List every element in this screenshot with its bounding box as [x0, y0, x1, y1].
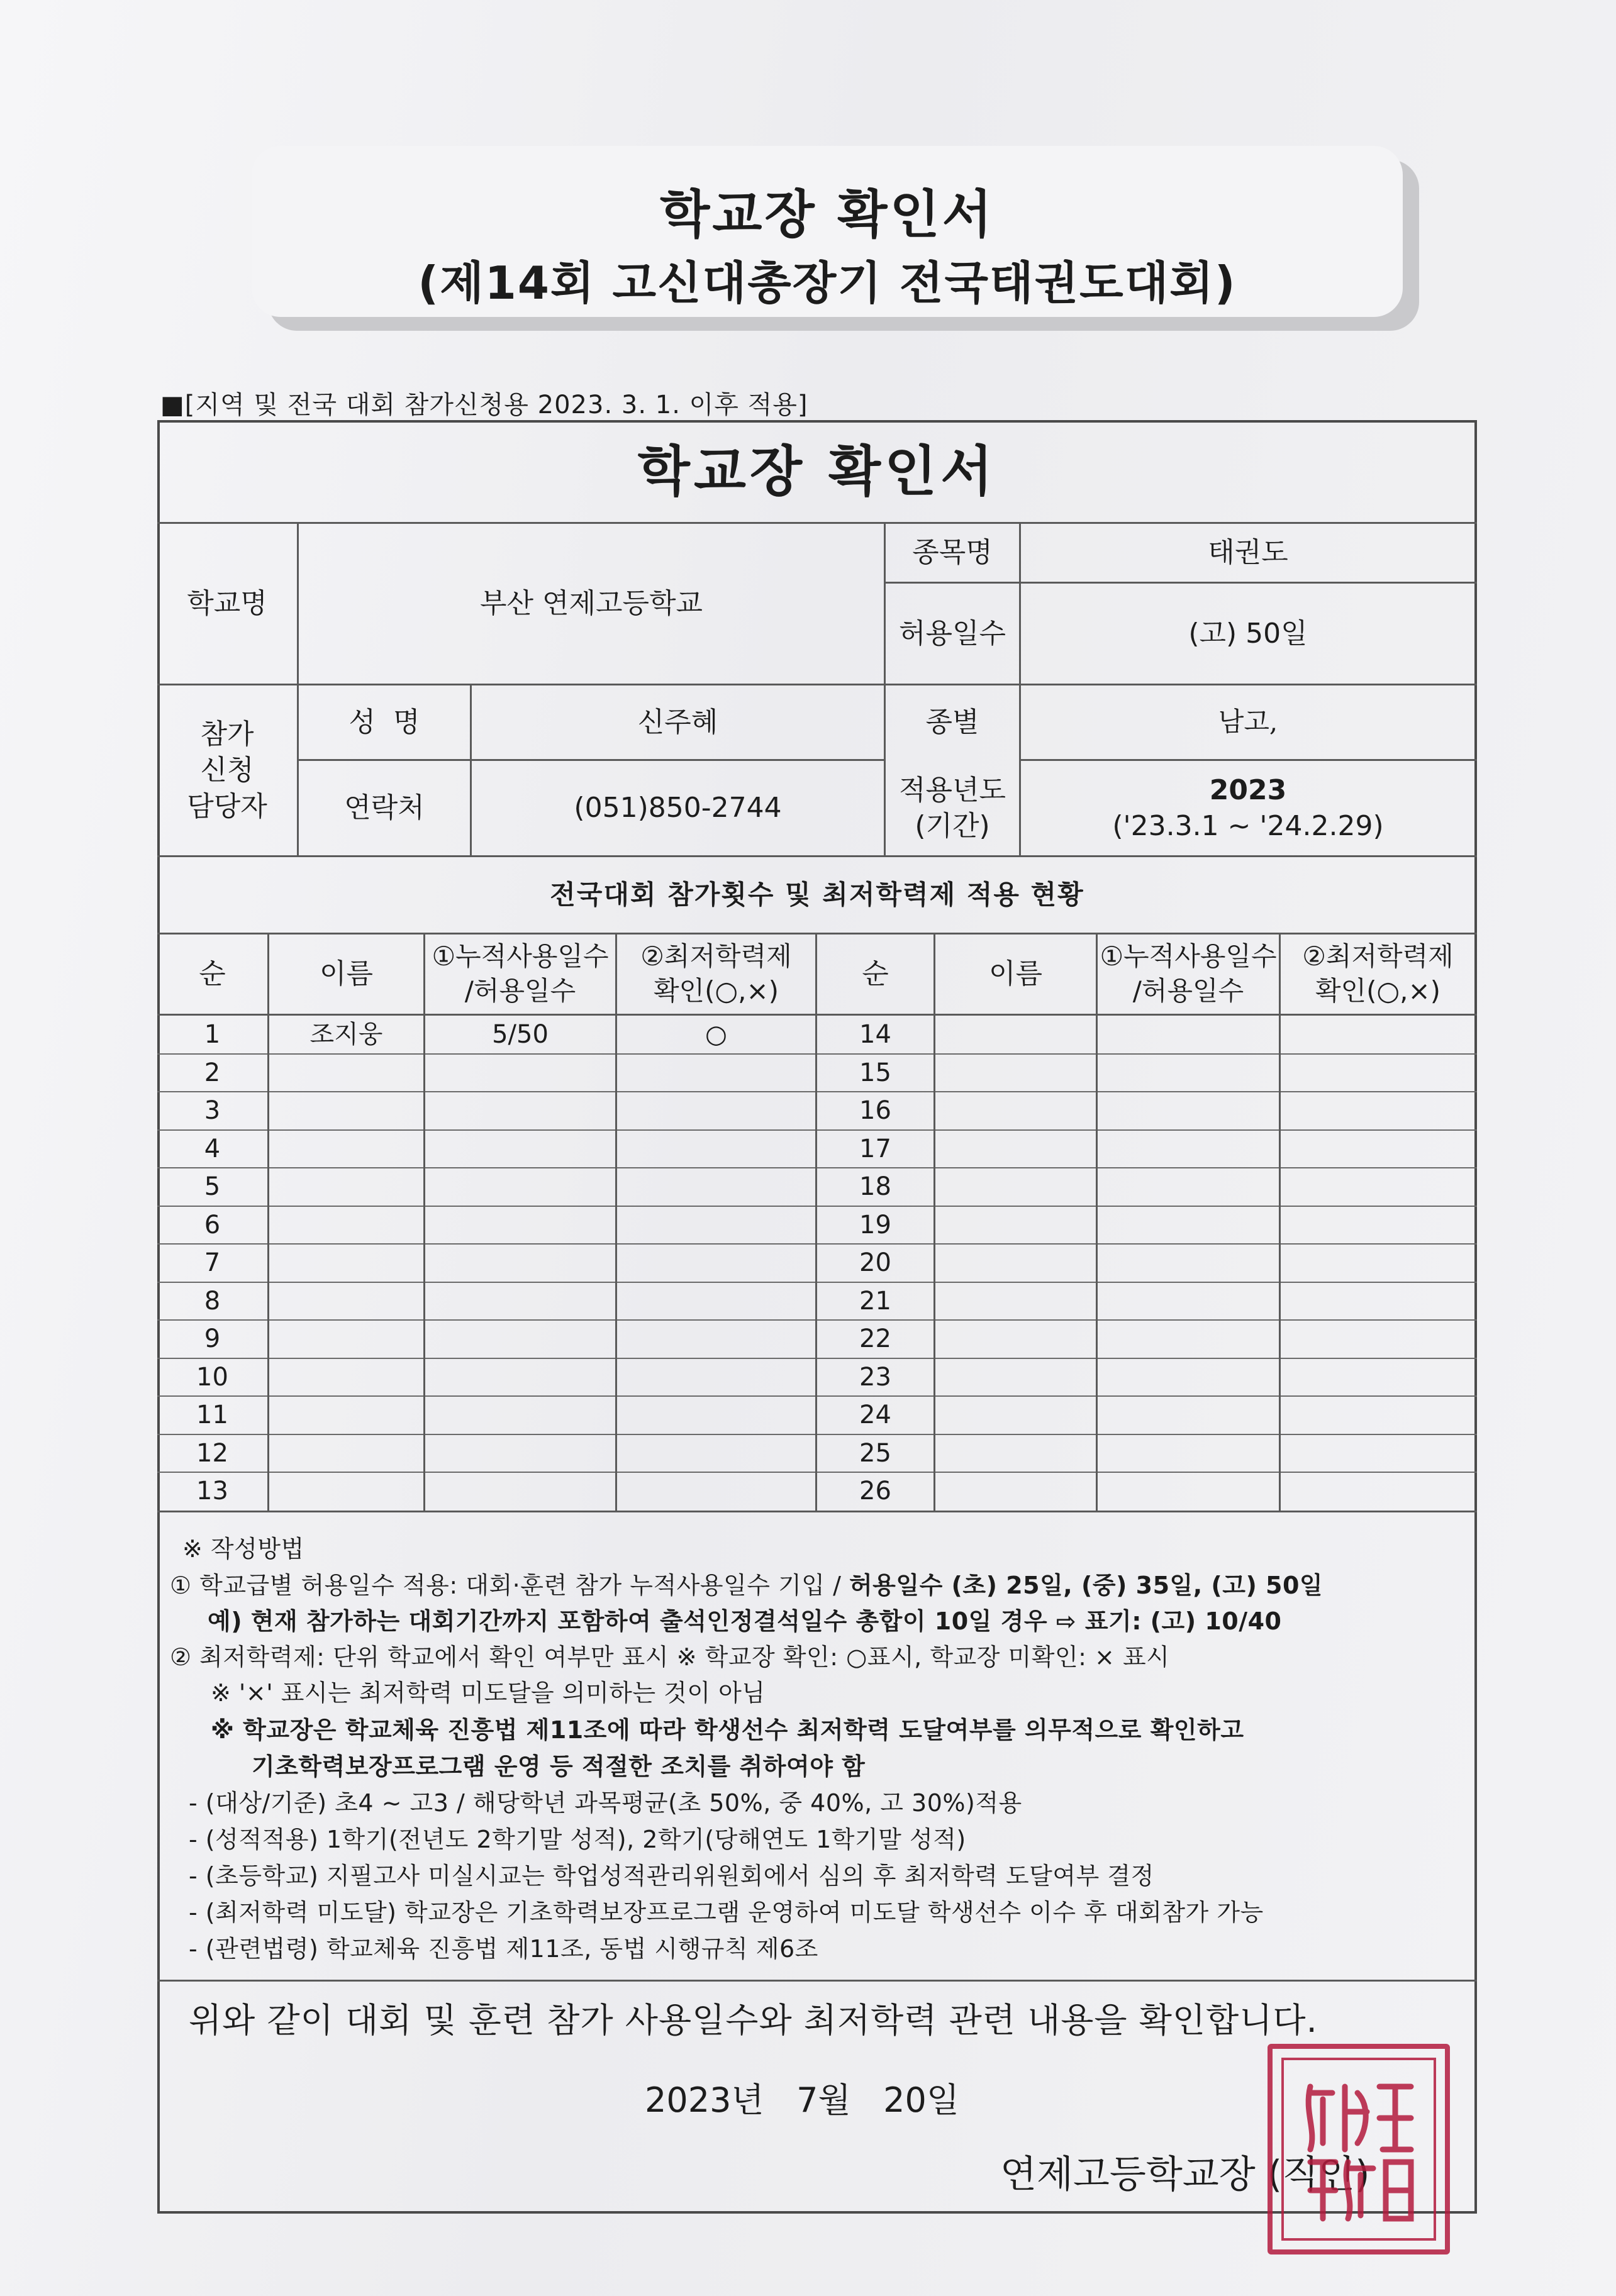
- left-row-days: [425, 1168, 615, 1206]
- confirmation-statement: 위와 같이 대회 및 훈련 참가 사용일수와 최저학력 관련 내용을 확인합니다.: [189, 2000, 1318, 2040]
- instructions-heading: ※ 작성방법: [182, 1535, 304, 1563]
- header-name-left: 이름: [319, 958, 373, 990]
- right-row-check: [1281, 1168, 1475, 1206]
- right-row-name: [935, 1054, 1096, 1092]
- category-label: 종별: [925, 706, 979, 738]
- instruction-5: ※ 학교장은 학교체육 진흥법 제11조에 따라 학생선수 최저학력 도달여부를 의무적으로 확인하고: [211, 1716, 1244, 1744]
- left-row-no: 12: [196, 1438, 228, 1468]
- year-label: 적용년도 (기간): [898, 774, 1006, 842]
- left-row-days: [425, 1472, 615, 1511]
- left-row-name: [269, 1092, 423, 1130]
- header-days-left: ①누적사용일수 /허용일수: [432, 941, 609, 1006]
- right-row-days: [1098, 1054, 1279, 1092]
- left-row-check: [617, 1206, 815, 1245]
- right-row-name: [935, 1206, 1096, 1245]
- official-seal-stamp: [1268, 2044, 1450, 2254]
- name-value: 신주혜: [637, 706, 718, 738]
- days-label: 허용일수: [898, 617, 1006, 650]
- left-row-days: [425, 1206, 615, 1245]
- left-row-check: [617, 1358, 815, 1397]
- left-row-days: [425, 1434, 615, 1473]
- right-row-days: [1098, 1434, 1279, 1473]
- left-row-days: [425, 1092, 615, 1130]
- right-row-no: 23: [859, 1362, 891, 1392]
- left-row-check: [617, 1054, 815, 1092]
- right-row-check: [1281, 1092, 1475, 1130]
- left-row-no: 5: [204, 1172, 221, 1202]
- header-check-left: ②최저학력제 확인(○,×): [640, 941, 792, 1006]
- right-row-no: 21: [859, 1286, 891, 1316]
- issue-date: 2023년 7월 20일: [645, 2080, 959, 2120]
- phone-label: 연락처: [344, 792, 425, 824]
- instruction-10: - (최저학력 미도달) 학교장은 기초학력보장프로그램 운영하여 미도달 학생선수 이수 후 대회참가 가능: [189, 1899, 1264, 1926]
- header-no-left: 순: [199, 958, 226, 990]
- right-row-no: 25: [859, 1438, 891, 1468]
- instruction-4: ※ '×' 표시는 최저학력 미도달을 의미하는 것이 아님: [211, 1679, 766, 1707]
- right-row-days: [1098, 1130, 1279, 1168]
- left-row-name: [269, 1054, 423, 1092]
- seal-glyphs: [1298, 2074, 1424, 2228]
- header-title: 학교장 확인서: [660, 185, 995, 245]
- right-row-name: [935, 1358, 1096, 1397]
- left-row-no: 2: [204, 1058, 221, 1087]
- instruction-1a: ① 학교급별 허용일수 적용: 대회·훈련 참가 누적사용일수 기입 /: [170, 1572, 849, 1599]
- year-period: ('23.3.1 ~ '24.2.29): [1112, 810, 1384, 842]
- right-row-days: [1098, 1396, 1279, 1434]
- right-row-name: [935, 1168, 1096, 1206]
- right-row-name: [935, 1016, 1096, 1054]
- instruction-8: - (성적적용) 1학기(전년도 2학기말 성적), 2학기(당해연도 1학기말 성적): [189, 1826, 966, 1853]
- right-row-name: [935, 1130, 1096, 1168]
- right-row-name: [935, 1396, 1096, 1434]
- year-value: 2023: [1209, 774, 1287, 806]
- left-row-no: 1: [204, 1020, 221, 1050]
- left-row-name: [269, 1396, 423, 1434]
- right-row-no: 18: [859, 1172, 891, 1202]
- principal-signature-line: 연제고등학교장 (직인): [1000, 2153, 1370, 2197]
- header-days-right: ①누적사용일수 /허용일수: [1100, 941, 1277, 1006]
- right-row-no: 15: [859, 1058, 891, 1087]
- left-row-no: 6: [204, 1210, 221, 1240]
- school-value: 부산 연제고등학교: [479, 587, 703, 620]
- right-row-name: [935, 1244, 1096, 1282]
- left-row-days: [425, 1244, 615, 1282]
- applicability-note: ■[지역 및 전국 대회 참가신청용 2023. 3. 1. 이후 적용]: [160, 391, 808, 419]
- left-row-no: 13: [196, 1477, 228, 1506]
- left-row-name: 조지웅: [309, 1020, 383, 1050]
- left-row-name: [269, 1282, 423, 1321]
- left-row-check: ○: [705, 1020, 727, 1050]
- left-row-check: [617, 1320, 815, 1358]
- applicant-group-label: 참가 신청 담당자: [187, 718, 267, 823]
- header-no-right: 순: [862, 958, 889, 990]
- left-row-no: 9: [204, 1324, 221, 1354]
- left-row-days: 5/50: [492, 1020, 549, 1050]
- left-row-check: [617, 1434, 815, 1473]
- left-row-days: [425, 1282, 615, 1321]
- right-row-check: [1281, 1434, 1475, 1473]
- left-row-name: [269, 1358, 423, 1397]
- header-subtitle: (제14회 고신대총장기 전국태권도대회): [418, 257, 1237, 309]
- right-row-check: [1281, 1054, 1475, 1092]
- right-row-days: [1098, 1206, 1279, 1245]
- left-row-no: 10: [196, 1362, 228, 1392]
- left-row-check: [617, 1130, 815, 1168]
- left-row-check: [617, 1168, 815, 1206]
- right-row-check: [1281, 1016, 1475, 1054]
- right-row-name: [935, 1092, 1096, 1130]
- left-row-no: 8: [204, 1286, 221, 1316]
- instruction-3: ② 최저학력제: 단위 학교에서 확인 여부만 표시 ※ 학교장 확인: ○표시, 학교장 미확인: × 표시: [170, 1643, 1170, 1671]
- header-banner: [252, 146, 1403, 317]
- right-row-days: [1098, 1168, 1279, 1206]
- left-row-days: [425, 1130, 615, 1168]
- right-row-name: [935, 1282, 1096, 1321]
- right-row-check: [1281, 1244, 1475, 1282]
- right-row-name: [935, 1320, 1096, 1358]
- right-row-days: [1098, 1472, 1279, 1511]
- right-row-days: [1098, 1092, 1279, 1130]
- days-value: (고) 50일: [1188, 617, 1308, 650]
- sport-label: 종목명: [912, 536, 993, 569]
- right-row-days: [1098, 1016, 1279, 1054]
- right-row-name: [935, 1434, 1096, 1473]
- left-row-no: 11: [196, 1400, 228, 1430]
- form-title: 학교장 확인서: [637, 440, 997, 504]
- right-row-check: [1281, 1358, 1475, 1397]
- right-row-check: [1281, 1130, 1475, 1168]
- right-row-no: 20: [859, 1248, 891, 1278]
- left-row-no: 3: [204, 1096, 221, 1126]
- right-row-check: [1281, 1206, 1475, 1245]
- left-row-days: [425, 1396, 615, 1434]
- instruction-9: - (초등학교) 지필고사 미실시교는 학업성적관리위원회에서 심의 후 최저학력 도달여부 결정: [189, 1862, 1154, 1890]
- instruction-6: 기초학력보장프로그램 운영 등 적절한 조치를 취하여야 함: [252, 1753, 866, 1780]
- name-label: 성 명: [348, 706, 420, 738]
- right-row-check: [1281, 1282, 1475, 1321]
- sport-value: 태권도: [1208, 536, 1288, 569]
- left-row-check: [617, 1396, 815, 1434]
- right-row-days: [1098, 1244, 1279, 1282]
- instruction-7: - (대상/기준) 초4 ~ 고3 / 해당학년 과목평균(초 50%, 중 40%, 고 30%)적용: [189, 1789, 1022, 1817]
- right-row-check: [1281, 1396, 1475, 1434]
- instruction-1b: 허용일수 (초) 25일, (중) 35일, (고) 50일: [849, 1572, 1323, 1599]
- left-row-check: [617, 1244, 815, 1282]
- left-row-name: [269, 1168, 423, 1206]
- left-row-name: [269, 1320, 423, 1358]
- right-row-days: [1098, 1320, 1279, 1358]
- left-row-no: 7: [204, 1248, 221, 1278]
- school-label: 학교명: [187, 587, 267, 620]
- right-row-no: 24: [859, 1400, 891, 1430]
- left-row-no: 4: [204, 1134, 221, 1163]
- left-row-name: [269, 1206, 423, 1245]
- category-value: 남고,: [1218, 706, 1278, 738]
- left-row-days: [425, 1054, 615, 1092]
- left-row-check: [617, 1282, 815, 1321]
- right-row-days: [1098, 1358, 1279, 1397]
- header-check-right: ②최저학력제 확인(○,×): [1302, 941, 1454, 1006]
- right-row-no: 22: [859, 1324, 891, 1354]
- status-table-title: 전국대회 참가횟수 및 최저학력제 적용 현황: [550, 879, 1084, 910]
- right-row-check: [1281, 1472, 1475, 1511]
- right-row-no: 14: [859, 1020, 891, 1050]
- left-row-check: [617, 1092, 815, 1130]
- right-row-no: 16: [859, 1096, 891, 1126]
- left-row-name: [269, 1244, 423, 1282]
- right-row-days: [1098, 1282, 1279, 1321]
- instruction-11: - (관련법령) 학교체육 진흥법 제11조, 동법 시행규칙 제6조: [189, 1935, 818, 1963]
- instruction-2: 예) 현재 참가하는 대회기간까지 포함하여 출석인정결석일수 총합이 10일 경우 ⇨ 표기: (고) 10/40: [208, 1607, 1282, 1635]
- right-row-no: 19: [859, 1210, 891, 1240]
- header-name-right: 이름: [988, 958, 1042, 990]
- right-row-name: [935, 1472, 1096, 1511]
- left-row-name: [269, 1472, 423, 1511]
- right-row-no: 26: [859, 1477, 891, 1506]
- phone-value: (051)850-2744: [574, 792, 782, 824]
- left-row-name: [269, 1130, 423, 1168]
- left-row-check: [617, 1472, 815, 1511]
- right-row-no: 17: [859, 1134, 891, 1163]
- left-row-days: [425, 1320, 615, 1358]
- right-row-check: [1281, 1320, 1475, 1358]
- left-row-name: [269, 1434, 423, 1473]
- left-row-days: [425, 1358, 615, 1397]
